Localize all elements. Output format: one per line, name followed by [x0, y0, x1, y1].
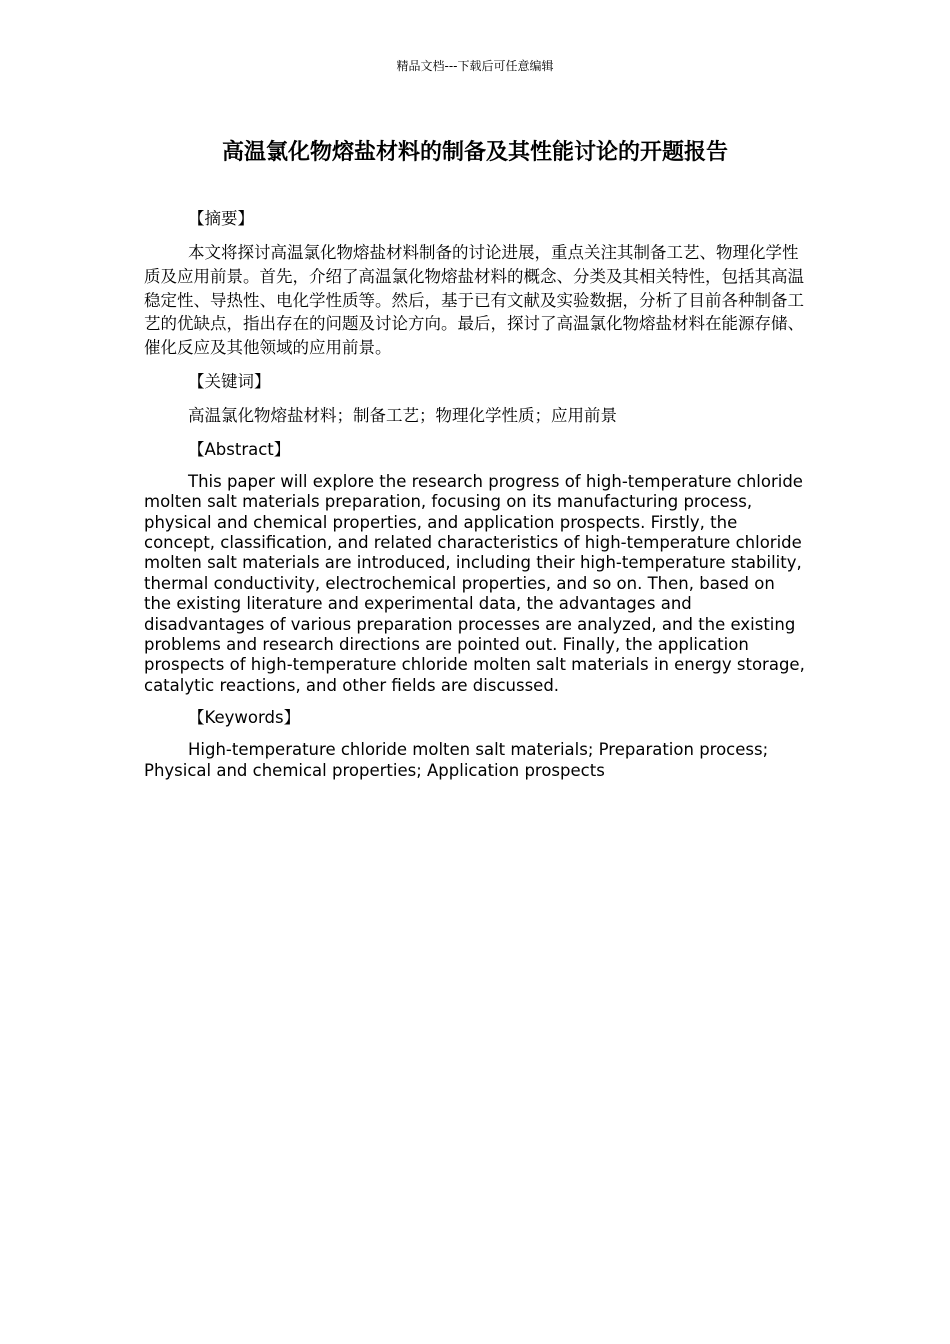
abstract-en-label: 【Abstract】 — [188, 439, 291, 459]
abstract-cn-label: 【摘要】 — [188, 209, 254, 228]
keywords-cn-label: 【关键词】 — [188, 371, 271, 391]
keywords-cn-text: 高温氯化物熔盐材料；制备工艺；物理化学性质；应用前景 — [188, 405, 617, 425]
keywords-en-label: 【Keywords】 — [188, 708, 301, 728]
abstract-en-text: This paper will explore the research progress of high-temperature chloride molten salt materials preparation, focusing on its manufacturing process, physical and chemical properties, and application prospects. Firstly, the concept, classification, and related characteristics of high-temperature chloride molten salt materials are introduced, including their high-temperature stability, thermal conductivity, electrochemical properties, and so on. Then, based on the existing literature and experimental data, the advantages and disadvantages of various preparation processes are analyzed, and the existing problems and research directions are pointed out. Finally, the application prospects of high-temperature chloride molten salt materials in energy storage, catalytic reactions, and other fields are discussed. — [144, 471, 805, 695]
keywords-en-text: High-temperature chloride molten salt materials; Preparation process; Physical and chemical properties; Application prospects — [144, 740, 769, 780]
document-body — [144, 207, 806, 791]
abstract-cn-text: 本文将探讨高温氯化物熔盐材料制备的讨论进展，重点关注其制备工艺、物理化学性质及应用前景。首先，介绍了高温氯化物熔盐材料的概念、分类及其相关特性，包括其高温稳定性、导热性、电化学性质等。然后，基于已有文献及实验数据，分析了目前各种制备工艺的优缺点，指出存在的问题及讨论方向。最后，探讨了高温氯化物熔盐材料在能源存储、催化反应及其他领域的应用前景。 — [144, 243, 804, 358]
document-title: 高温氯化物熔盐材料的制备及其性能讨论的开题报告 — [221, 140, 728, 165]
header-note: 精品文档---下载后可任意编辑 — [396, 59, 554, 73]
